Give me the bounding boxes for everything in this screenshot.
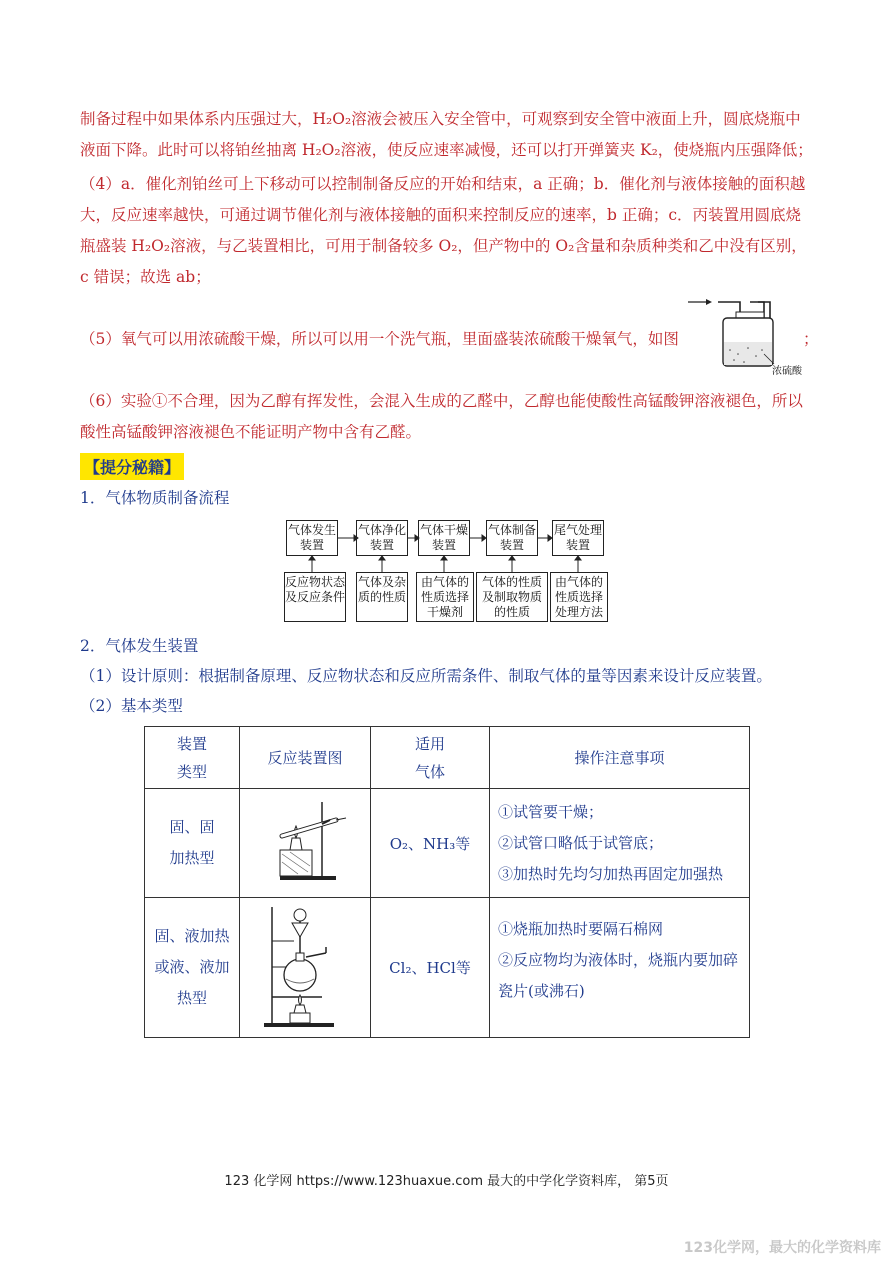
flow-arrows <box>280 515 620 585</box>
flow-note-2: 气体及杂质的性质 <box>356 572 408 622</box>
solid-heating-apparatus-icon <box>260 798 350 884</box>
answer-p5-end: ； <box>803 330 819 348</box>
row2-note-1: ①烧瓶加热时要隔石棉网 <box>498 920 664 938</box>
answer-p5: （5）氧气可以用浓硫酸干燥，所以可以用一个洗气瓶，里面盛装浓硫酸干燥氧气，如图 <box>80 330 679 348</box>
row2-gas: Cl₂、HCl等 <box>371 898 490 1038</box>
flow-step-2: 气体净化装置 <box>356 520 408 556</box>
watermark: 123化学网，最大的化学资料库 <box>683 1240 881 1256</box>
flow-step-4: 气体制备装置 <box>486 520 538 556</box>
wash-bottle-figure <box>688 290 808 380</box>
answer-p4: （4）a．催化剂铂丝可上下移动可以控制制备反应的开始和结束，a 正确；b．催化剂与液体接触的面积越大，反应速率越快，可通过调节催化剂与液体接触的面积来控制反应的速率，b 正确；c．丙装置用圆底烧瓶盛装 H₂O₂溶液，与乙装置相比，可用于制备较多 O₂，但产物中的 O₂含量和杂质种类和乙中没有区别，c 错误；故选 ab； <box>80 175 807 286</box>
row2-type: 固、液加热或液、液加热型 <box>145 898 240 1038</box>
row1-type: 固、固加热型 <box>145 789 240 898</box>
answer-line-1: 制备过程中如果体系内压强过大，H₂O₂溶液会被压入安全管中，可观察到安全管中液面上升，圆底烧瓶中 <box>80 110 801 128</box>
page-footer: 123 化学网 https://www.123huaxue.com 最大的中学化学资料库， 第5页 <box>224 1174 669 1189</box>
tips-tag: 【提分秘籍】 <box>80 453 184 480</box>
section2-title: 2．气体发生装置 <box>80 637 199 655</box>
row2-notes <box>490 898 750 1038</box>
flow-note-3: 由气体的性质选择干燥剂 <box>416 572 474 622</box>
flow-step-1: 气体发生装置 <box>286 520 338 556</box>
row2-note-2: ②反应物均为液体时，烧瓶内要加碎瓷片(或沸石) <box>498 951 739 1000</box>
row1-gas: O₂、NH₃等 <box>371 789 490 898</box>
header-type: 装置类型 <box>145 727 240 789</box>
flow-step-5: 尾气处理装置 <box>552 520 604 556</box>
row1-notes <box>490 789 750 898</box>
basic-types-label: （2）基本类型 <box>80 697 183 715</box>
flow-note-1: 反应物状态及反应条件 <box>284 572 346 622</box>
header-diagram: 反应装置图 <box>240 727 371 789</box>
header-notes: 操作注意事项 <box>490 727 750 789</box>
row1-diagram <box>240 789 371 898</box>
design-principle: （1）设计原则：根据制备原理、反应物状态和反应所需条件、制取气体的量等因素来设计反应装置。 <box>80 667 772 685</box>
gas-generator-table <box>144 726 750 1038</box>
answer-p6: （6）实验①不合理，因为乙醇有挥发性，会混入生成的乙醛中，乙醇也能使酸性高锰酸钾溶液褪色，所以酸性高锰酸钾溶液褪色不能证明产物中含有乙醛。 <box>80 392 803 441</box>
section1-title: 1．气体物质制备流程 <box>80 489 230 507</box>
flow-note-5: 由气体的性质选择处理方法 <box>550 572 608 622</box>
table-header-row <box>145 727 750 789</box>
table-row <box>145 789 750 898</box>
sulfuric-acid-label: 浓硫酸 <box>772 366 802 377</box>
flow-step-3: 气体干燥装置 <box>418 520 470 556</box>
row1-note-1: ①试管要干燥； <box>498 802 604 821</box>
table-row <box>145 898 750 1038</box>
flow-note-4: 气体的性质及制取物质的性质 <box>476 572 548 622</box>
header-gas: 适用气体 <box>371 727 490 789</box>
liquid-heating-apparatus-icon <box>260 901 350 1031</box>
row2-diagram <box>240 898 371 1038</box>
row1-note-2: ②试管口略低于试管底； <box>498 833 664 852</box>
row1-note-3: ③加热时先均匀加热再固定加强热 <box>498 864 724 883</box>
answer-line-2: 液面下降。此时可以将铂丝抽离 H₂O₂溶液，使反应速率减慢，还可以打开弹簧夹 K₂，使烧瓶内压强降低； <box>80 141 813 159</box>
